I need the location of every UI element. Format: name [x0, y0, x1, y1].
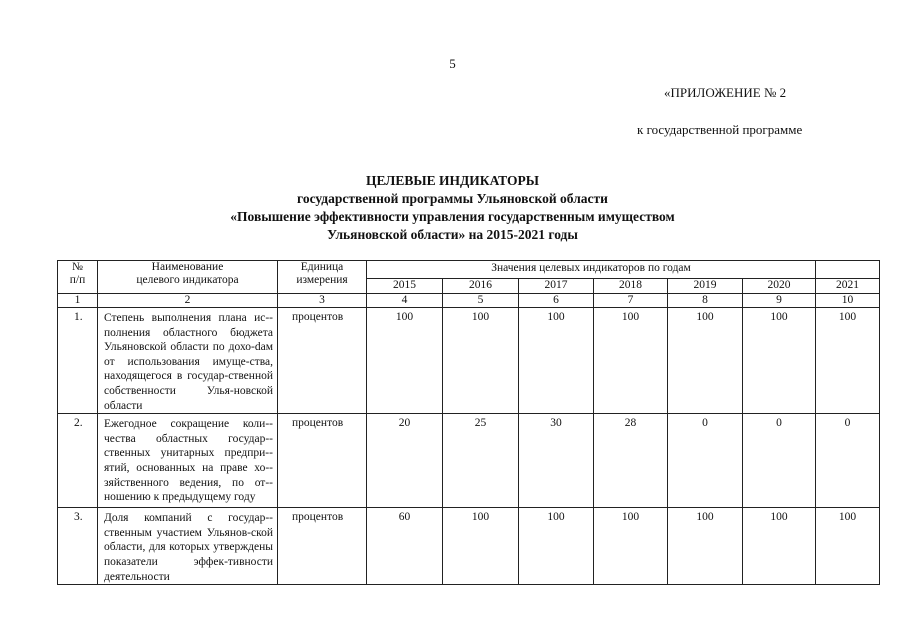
column-number: 9 — [743, 294, 816, 308]
header-number-line-1: № — [72, 261, 83, 273]
value-2021: 0 — [816, 414, 880, 508]
heading-line-2: государственной программы Ульяновской области — [297, 191, 608, 206]
heading-line-4: Ульяновской области» на 2015-2021 годы — [327, 227, 578, 242]
value-2015: 60 — [367, 508, 443, 585]
unit-value: процентов — [278, 414, 367, 508]
header-unit-line-1: Единица — [300, 261, 344, 273]
table-row — [58, 508, 880, 585]
header-number — [58, 261, 98, 294]
header-year-2017: 2017 — [519, 279, 594, 294]
indicator-name: Ежегодное сокращение коли-чества областных государ-ственных унитарных предпри-ятий, основанных на праве хо-зяйственного ведения, по от-ношению к предыдущему году — [98, 414, 278, 508]
header-year-2016: 2016 — [443, 279, 519, 294]
header-year-2018: 2018 — [594, 279, 668, 294]
table-row — [58, 414, 880, 508]
value-2017: 100 — [519, 508, 594, 585]
header-empty-cell — [816, 261, 880, 279]
table-row — [58, 308, 880, 414]
page-number: 5 — [449, 56, 456, 71]
header-year-2019: 2019 — [668, 279, 743, 294]
row-index: 2. — [58, 414, 98, 508]
value-2017: 100 — [519, 308, 594, 414]
indicator-name: Степень выполнения плана ис-полнения областного бюджета Ульяновской области по дохо-dам от использования имуще-ства, находящегося в государ-ственной собственности Улья-новской области — [98, 308, 278, 414]
appendix-title: «ПРИЛОЖЕНИЕ № 2 — [664, 85, 787, 100]
header-values-by-year: Значения целевых индикаторов по годам — [367, 261, 816, 279]
header-unit — [278, 261, 367, 294]
unit-value: процентов — [278, 308, 367, 414]
value-2019: 0 — [668, 414, 743, 508]
column-number: 6 — [519, 294, 594, 308]
value-2020: 100 — [743, 508, 816, 585]
value-2015: 100 — [367, 308, 443, 414]
document-heading — [0, 172, 905, 244]
column-number: 1 — [58, 294, 98, 308]
value-2020: 0 — [743, 414, 816, 508]
column-number: 4 — [367, 294, 443, 308]
value-2018: 28 — [594, 414, 668, 508]
value-2016: 25 — [443, 414, 519, 508]
unit-value: процентов — [278, 508, 367, 585]
indicator-name: Доля компаний с государ-ственным участием Ульянов-ской области, для которых утверждены показатели эффек-тивности деятельности — [98, 508, 278, 585]
column-number: 3 — [278, 294, 367, 308]
value-2021: 100 — [816, 308, 880, 414]
value-2018: 100 — [594, 508, 668, 585]
column-number: 7 — [594, 294, 668, 308]
header-name-line-1: Наименование — [151, 261, 224, 273]
heading-line-3: «Повышение эффективности управления государственным имуществом — [230, 209, 675, 224]
value-2015: 20 — [367, 414, 443, 508]
column-number: 10 — [816, 294, 880, 308]
value-2016: 100 — [443, 308, 519, 414]
column-number: 8 — [668, 294, 743, 308]
value-2019: 100 — [668, 508, 743, 585]
header-name-line-2: целевого индикатора — [136, 274, 239, 286]
header-year-2020: 2020 — [743, 279, 816, 294]
value-2021: 100 — [816, 508, 880, 585]
header-indicator-name — [98, 261, 278, 294]
appendix-subtitle: к государственной программе — [637, 122, 803, 137]
column-number-row — [58, 294, 880, 308]
row-index: 1. — [58, 308, 98, 414]
header-year-2021: 2021 — [816, 279, 880, 294]
indicators-table — [57, 260, 880, 585]
value-2019: 100 — [668, 308, 743, 414]
column-number: 5 — [443, 294, 519, 308]
row-index: 3. — [58, 508, 98, 585]
header-unit-line-2: измерения — [296, 274, 348, 286]
value-2017: 30 — [519, 414, 594, 508]
value-2016: 100 — [443, 508, 519, 585]
column-number: 2 — [98, 294, 278, 308]
heading-line-1: ЦЕЛЕВЫЕ ИНДИКАТОРЫ — [365, 173, 539, 188]
value-2018: 100 — [594, 308, 668, 414]
header-number-line-2: п/п — [69, 274, 86, 286]
value-2020: 100 — [743, 308, 816, 414]
header-year-2015: 2015 — [367, 279, 443, 294]
